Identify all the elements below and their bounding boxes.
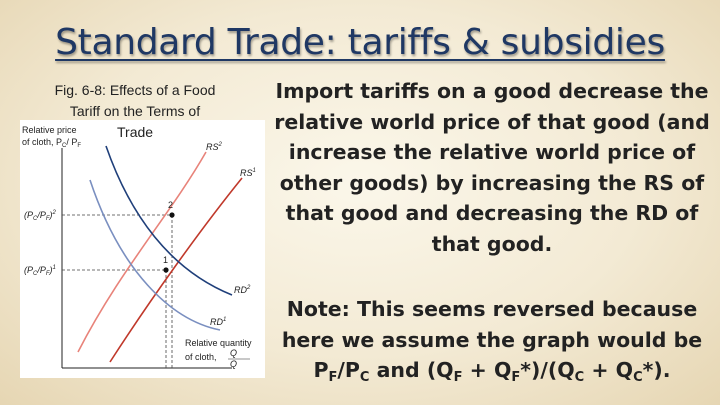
- price-label-high: $(P_C/P_F)^2$: [24, 210, 56, 222]
- rd2-label: $RD^2$: [234, 285, 251, 295]
- x-frac-denominator: Q: [230, 359, 238, 369]
- terms-of-trade-graph: [20, 120, 265, 378]
- point-label-2: 2: [168, 200, 174, 210]
- x-axis-label-1: Relative quantity: [185, 338, 252, 348]
- equilibrium-point-1: [163, 267, 168, 272]
- rs2-label: $RS^2$: [206, 142, 222, 152]
- rd1-curve: [90, 180, 220, 330]
- slide-title: Standard Trade: tariffs & subsidies: [55, 22, 665, 63]
- caption-line-2: Tariff on the Terms of: [69, 103, 201, 119]
- price-label-low: $(P_C/P_F)^1$: [24, 265, 56, 277]
- rd1-label: $RD^1$: [210, 317, 227, 327]
- graph-svg: [20, 120, 265, 378]
- y-axis-label-2: of cloth, $P_C/$ $P_F$: [22, 137, 82, 149]
- x-axis-label-2: of cloth,: [185, 352, 217, 362]
- equilibrium-point-2: [169, 212, 174, 217]
- point-label-1: 1: [163, 255, 169, 265]
- rs1-label: $RS^1$: [240, 168, 256, 178]
- figure-caption: [20, 80, 250, 122]
- note-paragraph: Note: This seems reversed because here we assume the graph would be $P_F/P_C$ and $(Q_F + Q_F*)/(Q_C + Q_C*)$.: [281, 297, 703, 385]
- caption-line-1: Fig. 6-8: Effects of a Food: [54, 82, 216, 98]
- x-frac-numerator: Q: [230, 348, 238, 358]
- y-axis-label-1: Relative price: [22, 125, 77, 135]
- caption-line-3: Trade: [117, 124, 154, 140]
- main-paragraph: Import tariffs on a good decrease the relative world price of that good (and increase the relative world price of other goods) by increasing the RS of that good and decreasing the RD of that good.: [274, 79, 710, 256]
- rs2-curve: [78, 152, 206, 352]
